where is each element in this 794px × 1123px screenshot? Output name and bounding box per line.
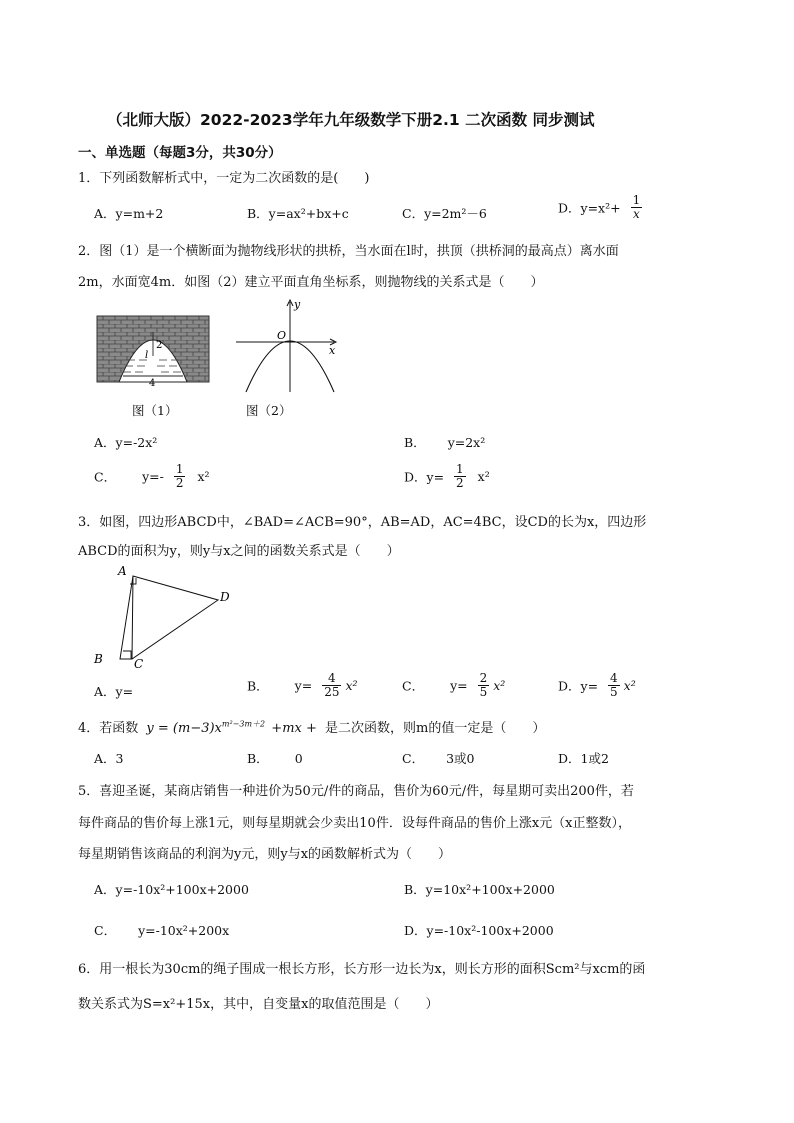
q1-option-d xyxy=(558,194,642,221)
q4-c-label: C． xyxy=(402,751,425,766)
diagonal-ac xyxy=(132,576,133,659)
q3-d-numerator: 4 xyxy=(610,671,618,685)
fig1-label-height: 2 xyxy=(156,340,163,351)
section-heading: 一、单选题（每题3分，共30分） xyxy=(78,145,282,161)
q1-d-prefix: D．y=x²+ xyxy=(558,200,621,216)
q2-b-label: B． xyxy=(404,435,426,450)
q2-d-prefix: D．y= xyxy=(404,469,445,485)
q4-prefix: 4．若函数 xyxy=(78,721,139,736)
fig2-label-y: y xyxy=(294,298,301,311)
q2-option-d xyxy=(404,463,490,490)
q4-expression: y = (m−3)x xyxy=(146,721,222,736)
q5-c-label: C． xyxy=(94,923,117,938)
q3-d-suffix: x² xyxy=(623,678,636,694)
fig2-label-x: x xyxy=(329,344,336,357)
q1-d-numerator: 1 xyxy=(632,193,641,207)
point-d-label: D xyxy=(220,590,230,604)
q2-c-prefix: y=- xyxy=(142,469,164,485)
q3-c-label: C． xyxy=(402,678,425,694)
q2-c-denominator: 2 xyxy=(175,476,184,491)
q2-d-numerator: 1 xyxy=(456,462,464,476)
question-3-line1: 3．如图，四边形ABCD中，∠BAD=∠ACB=90°，AB=AD，AC=4BC，设CD的长为x，四边形 xyxy=(78,515,647,530)
q3-c-fraction xyxy=(478,672,490,699)
figure-2-caption: 图（2） xyxy=(246,403,292,418)
quadrilateral-outline xyxy=(120,576,218,659)
q5-option-b: B．y=10x²+100x+2000 xyxy=(404,882,555,897)
q4-option-d: D．1或2 xyxy=(558,751,609,766)
q3-option-a: A．y= xyxy=(94,684,134,699)
q3-option-d xyxy=(558,672,636,699)
q5-option-a: A．y=-10x²+100x+2000 xyxy=(94,882,249,897)
q3-c-denominator: 5 xyxy=(479,685,488,700)
q3-b-numerator: 4 xyxy=(322,672,341,686)
q2-d-fraction xyxy=(454,463,466,490)
question-5-line1: 5．喜迎圣诞，某商店销售一种进价为50元/件的商品，售价为60元/件，每星期可卖出200件，若 xyxy=(78,784,634,799)
q2-d-suffix: x² xyxy=(477,469,490,485)
q3-d-fraction xyxy=(608,672,620,699)
q2-d-denominator: 2 xyxy=(456,476,464,491)
q4-option-a: A．3 xyxy=(94,751,124,766)
question-4-stem xyxy=(78,717,545,736)
fig1-label-l: l xyxy=(145,350,149,361)
q3-c-suffix: x² xyxy=(493,678,506,694)
q1-d-fraction xyxy=(631,194,643,221)
q2-c-label: C． xyxy=(94,469,117,485)
q4-suffix: 是二次函数，则m的值一定是（ ） xyxy=(325,721,546,736)
q3-c-prefix: y= xyxy=(450,678,468,694)
q2-c-numerator: 1 xyxy=(175,462,184,476)
q4-expression-tail: +mx + xyxy=(271,721,317,736)
q1-option-a: A．y=m+2 xyxy=(94,206,164,221)
q4-exponent: m²−3m＋2 xyxy=(221,719,266,729)
figure-quadrilateral-abcd xyxy=(88,562,238,672)
page-title: （北师大版）2022-2023学年九年级数学下册2.1 二次函数 同步测试 xyxy=(107,111,595,129)
q3-b-prefix: y= xyxy=(294,678,313,694)
question-2-line1: 2．图（1）是一个横断面为抛物线形状的拱桥，当水面在l时，拱顶（拱桥洞的最高点）离水面 xyxy=(78,244,619,259)
figure-2-parabola-axes xyxy=(234,298,344,394)
q4-b-label: B． xyxy=(247,751,269,766)
q5-option-c xyxy=(94,921,229,939)
q3-b-label: B． xyxy=(247,678,269,694)
fig1-label-width: 4 xyxy=(149,378,156,389)
question-1-stem: 1．下列函数解析式中，一定为二次函数的是( ) xyxy=(78,171,370,186)
q1-option-c: C．y=2m²－6 xyxy=(402,206,487,221)
figure-1-caption: 图（1） xyxy=(132,403,178,418)
right-angle-mark-c xyxy=(123,651,131,659)
q3-c-numerator: 2 xyxy=(479,671,488,685)
q3-option-b xyxy=(247,672,358,699)
q3-b-denominator: 25 xyxy=(324,685,340,700)
q3-d-denominator: 5 xyxy=(610,685,618,700)
q1-option-b: B．y=ax²+bx+c xyxy=(247,206,349,221)
question-5-line2: 每件商品的售价每上涨1元，则每星期就会少卖出10件．设每件商品的售价上涨x元（x正整数）， xyxy=(78,816,631,831)
q2-c-fraction xyxy=(174,463,186,490)
q3-b-suffix: x² xyxy=(345,678,358,694)
q2-b-expr: y=2x² xyxy=(447,435,486,450)
q5-c-value: y=-10x²+200x xyxy=(138,923,230,938)
q2-option-b xyxy=(404,433,485,451)
q1-d-denominator: x xyxy=(633,207,640,222)
point-b-label: B xyxy=(94,652,103,666)
q2-option-a: A．y=-2x² xyxy=(94,435,158,450)
q5-option-d: D．y=-10x²-100x+2000 xyxy=(404,923,554,938)
point-c-label: C xyxy=(134,657,144,671)
question-5-line3: 每星期销售该商品的利润为y元，则y与x的函数解析式为（ ） xyxy=(78,847,452,862)
q2-option-c xyxy=(94,463,210,490)
point-a-label: A xyxy=(118,564,127,578)
question-6-line1: 6．用一根长为30cm的绳子围成一根长方形，长方形一边长为x，则长方形的面积Scm²与xcm的函 xyxy=(78,962,646,977)
q3-option-c xyxy=(402,672,505,699)
q3-b-fraction xyxy=(322,672,341,699)
fig2-label-origin: O xyxy=(277,329,287,342)
q4-option-c xyxy=(402,749,474,767)
q3-d-prefix: D．y= xyxy=(558,678,599,694)
q4-option-b xyxy=(247,749,303,767)
question-3-line2: ABCD的面积为y，则y与x之间的函数关系式是（ ） xyxy=(78,544,400,559)
q4-b-value: 0 xyxy=(294,751,303,766)
question-6-line2: 数关系式为S=x²+15x，其中，自变量x的取值范围是（ ） xyxy=(78,997,439,1012)
q2-c-suffix: x² xyxy=(197,469,210,485)
figure-1-arch-bridge xyxy=(97,316,209,389)
q4-c-value: 3或0 xyxy=(446,751,475,766)
question-2-line2: 2m，水面宽4m．如图（2）建立平面直角坐标系，则抛物线的关系式是（ ） xyxy=(78,275,544,290)
